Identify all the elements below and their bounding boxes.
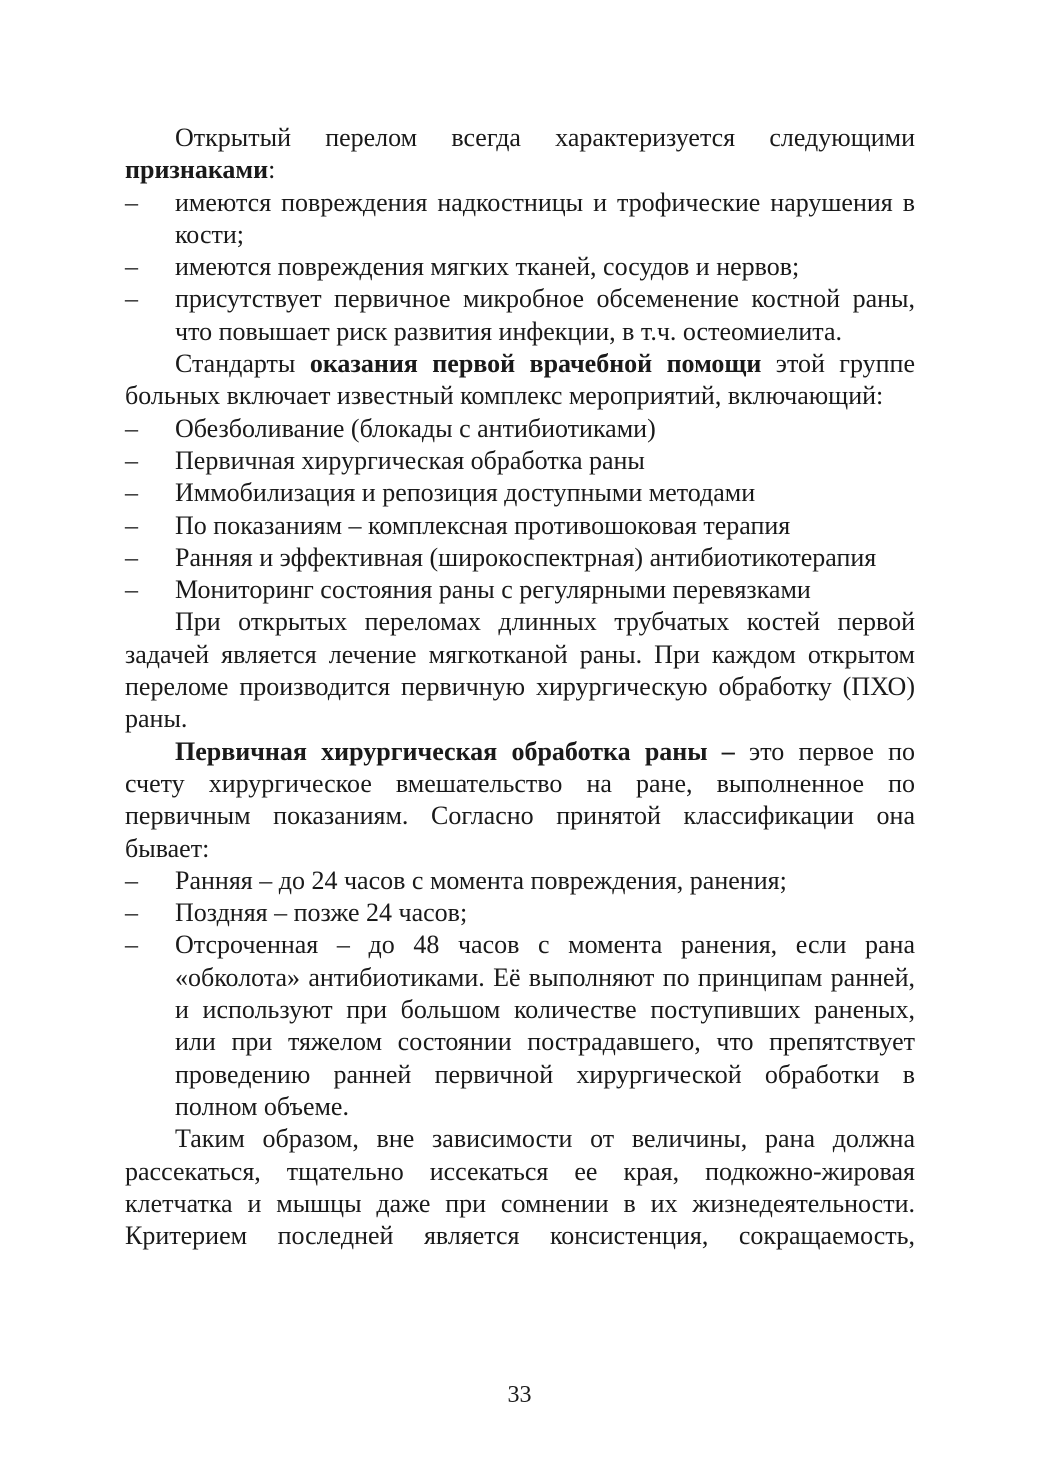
list-item-text: Обезболивание (блокады с антибиотиками) (175, 413, 656, 443)
dash-marker: – (125, 252, 138, 282)
list-item (125, 283, 915, 348)
list-item-text: Ранняя – до 24 часов с момента повреждения, ранения; (175, 865, 787, 895)
dash-marker: – (125, 575, 138, 605)
list-item (125, 413, 915, 445)
paragraph-long-bones: При открытых переломах длинных трубчатых костей первой задачей является лечение мягкотканой раны. При каждом открытом переломе производится первичную хирургическую обработку (ПХО) раны. (125, 607, 915, 734)
list-item (125, 865, 915, 897)
list-item (125, 251, 915, 283)
paragraph-conclusion: Таким образом, вне зависимости от величины, рана должна рассекаться, тщательно иссекаться ее края, подкожно-жировая клетчатка и мышцы даже при сомнении в их жизнедеятельности. Критерием последней является консистенция, сокращаемость, (125, 1124, 915, 1251)
paragraph-text: : (268, 155, 276, 185)
list-item (125, 477, 915, 509)
list-item-text: По показаниям – комплексная противошоковая терапия (175, 510, 791, 540)
measures-list (125, 413, 915, 607)
signs-list (125, 187, 915, 348)
paragraph-text: этой группе больных включает известный комплекс мероприятий, включающий: (125, 349, 915, 411)
bold-term: оказания первой врачебной помощи (309, 349, 762, 379)
dash-marker: – (125, 510, 138, 540)
list-item-text: Первичная хирургическая обработка раны (175, 445, 645, 475)
bold-term: признаками (125, 155, 269, 185)
paragraph-text: это первое по счету хирургическое вмешательство на ране, выполненное по первичным показаниям. Согласно принятой классификации она бывает: (125, 736, 915, 863)
list-item-text: присутствует первичное микробное обсеменение костной раны, что повышает риск развития инфекции, в т.ч. остеомиелита. (175, 284, 915, 346)
paragraph-text: Стандарты (175, 349, 310, 379)
dash-marker: – (125, 445, 138, 475)
paragraph-open-fracture-signs (125, 122, 915, 187)
list-item (125, 187, 915, 252)
list-item-text: Ранняя и эффективная (широкоспектрная) антибиотикотерапия (175, 542, 877, 572)
paragraph-pxo-definition (125, 736, 915, 865)
list-item (125, 897, 915, 929)
page-number: 33 (507, 1382, 532, 1408)
list-item-text: имеются повреждения мягких тканей, сосудов и нервов; (175, 252, 800, 282)
pxo-types-list (125, 865, 915, 1123)
list-item (125, 929, 915, 1123)
dash-marker: – (125, 413, 138, 443)
list-item-text: Мониторинг состояния раны с регулярными перевязками (175, 575, 811, 605)
document-page (125, 122, 915, 1252)
list-item (125, 542, 915, 574)
dash-marker: – (125, 898, 138, 928)
list-item-text: Иммобилизация и репозиция доступными методами (175, 478, 756, 508)
dash-marker: – (125, 930, 138, 960)
dash-marker: – (125, 865, 138, 895)
list-item (125, 574, 915, 606)
list-item-text: Поздняя – позже 24 часов; (175, 898, 468, 928)
dash-marker: – (125, 478, 138, 508)
dash-marker: – (125, 542, 138, 572)
bold-term: Первичная хирургическая обработка раны – (175, 736, 735, 766)
list-item-text: Отсроченная – до 48 часов с момента ранения, если рана «обколота» антибиотиками. Её выполняют по принципам ранней, и используют при большом количестве поступивших раненых, или при тяжелом состоянии пострадавшего, что препятствует проведению ранней первичной хирургической обработки в полном объеме. (175, 930, 915, 1121)
dash-marker: – (125, 187, 138, 217)
dash-marker: – (125, 284, 138, 314)
paragraph-text: Открытый перелом всегда характеризуется следующими (175, 123, 915, 152)
list-item (125, 445, 915, 477)
list-item (125, 510, 915, 542)
paragraph-first-aid-standards (125, 348, 915, 413)
list-item-text: имеются повреждения надкостницы и трофические нарушения в кости; (175, 187, 915, 249)
